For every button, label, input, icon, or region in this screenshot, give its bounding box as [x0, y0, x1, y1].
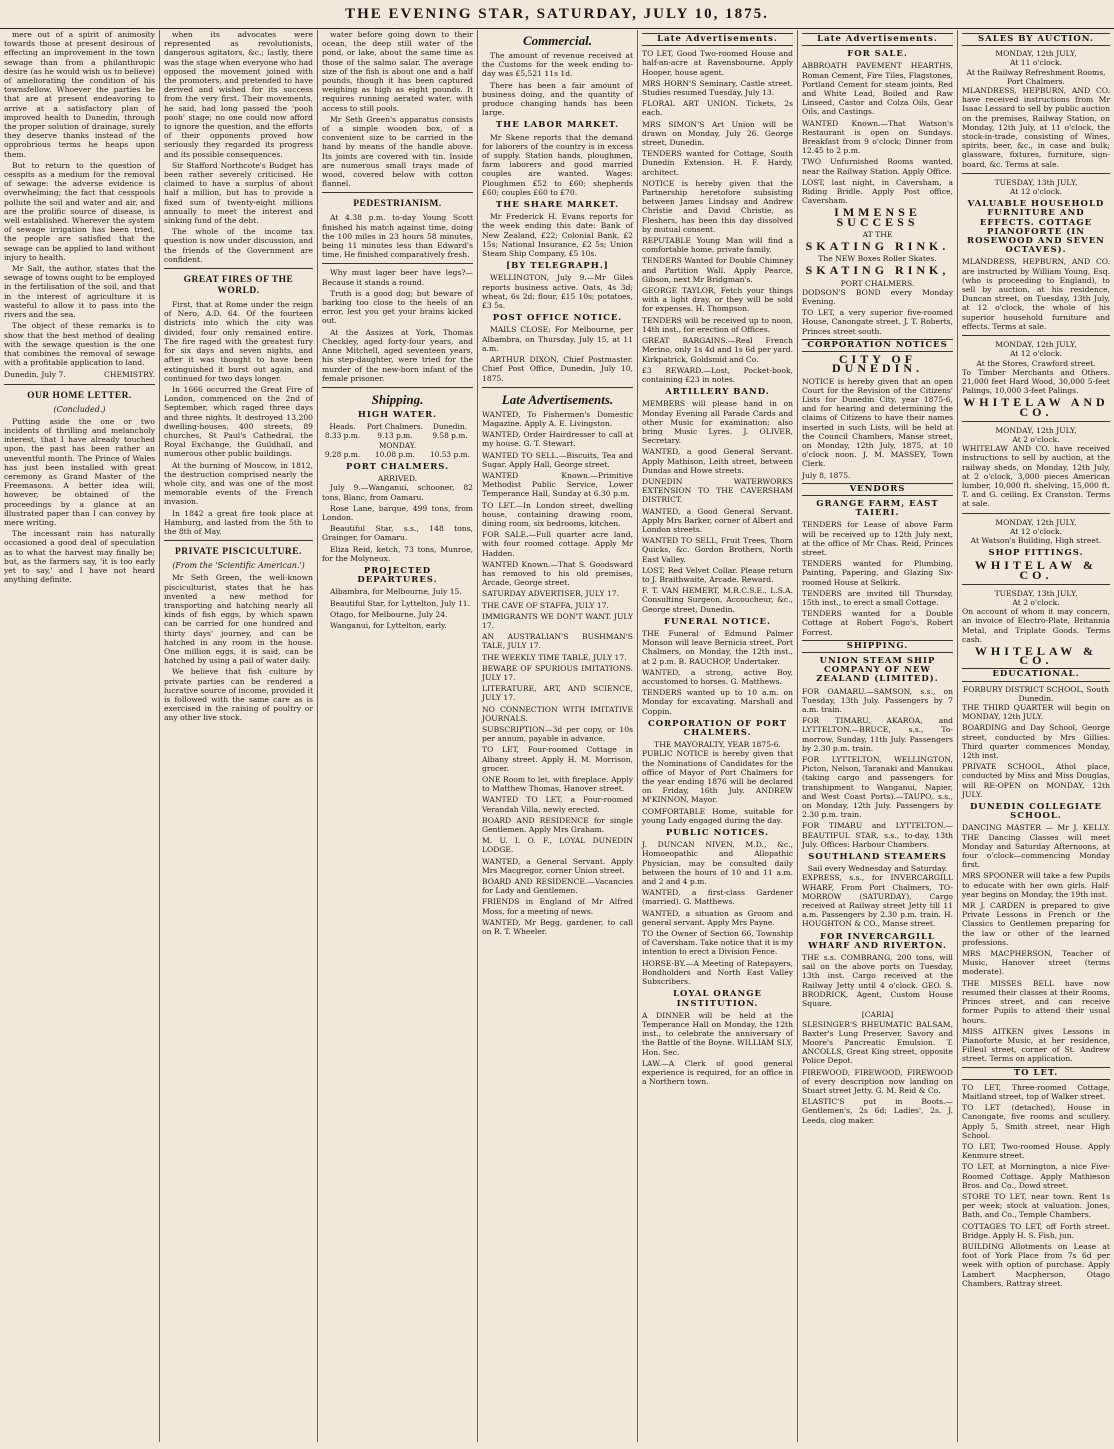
advertisement: WANTED, a situation as Groom and general servant. Apply Mrs Payne.	[642, 908, 793, 927]
advertisement: SUBSCRIPTION—3d per copy, or 10s per annum, payable in advance.	[482, 725, 633, 744]
advertisement: TO LET (detached), House in Canongate, five rooms and scullery. Apply 5, Smith street, near High School.	[962, 1103, 1110, 1140]
advertisement: MLANDRESS, HEPBURN, AND CO. are instructed by William Young, Esq. (who is proceeding to England), to sell by auction, at his residence, Duncan street, on Tuesday, 13th July, at 12 o'clock, the whole of his superior household furniture and effects. Terms at sale.	[962, 257, 1110, 331]
advertisement: WANTED Known.—That S. Goodsward has removed to his old premises, Arcade, George street.	[482, 559, 633, 588]
divider	[962, 335, 1110, 336]
departure-entry: Albambra, for Melbourne, July 15.	[330, 587, 462, 597]
advertisement: WANTED Known.—Primitive Methodist Public Service, Lower Temperance Hall, Sunday at 6.30 p.m.	[482, 470, 633, 499]
advertisement: PRIVATE SCHOOL, Athol place, conducted by Miss and Miss Douglas, will RE-OPEN on MONDAY, 12th JULY.	[962, 762, 1110, 799]
article-paragraph: There has been a fair amount of business doing, and the quantity of produce changing hands has been large.	[482, 80, 633, 118]
advertisement: LOST, last night, in Caversham, a Riding Bridle. Apply Post office, Caversham.	[802, 177, 953, 206]
tide-cell: 9.28 p.m.	[324, 449, 361, 459]
labor-market-heading: THE LABOR MARKET.	[495, 120, 620, 131]
post-office-heading: POST OFFICE NOTICE.	[492, 313, 623, 324]
divider	[962, 513, 1110, 514]
pisciculture-source: (From the 'Scientific American.')	[172, 561, 305, 571]
advertisement: TENDERS wanted for Plumbing, Painting, Papering, and Glazing Six-roomed House at Selkirk.	[802, 559, 953, 587]
advertisement: TO LET, Three-roomed Cottage, Maitland street, top of Walker street.	[962, 1082, 1110, 1101]
advertisement: BOARDING and Day School, George street, conducted by Mrs Gillies. Third quarter commences Monday, 12th inst.	[962, 723, 1110, 761]
advertisement: £3 REWARD.—Lost, Pocket-book, containing £23 in notes.	[642, 365, 793, 384]
article-paragraph: The whole of the income tax question is now under discussion, and the friends of the Government are confident.	[164, 227, 313, 264]
advertisement: BUILDING Allotments on Lease at foot of York Place from 7s 6d per week with option of purchase. Apply Lambert Macpherson, Otago Chambers, Rattray street.	[962, 1241, 1110, 1288]
article-paragraph: Mr Seth Green, the well-known pisciculturist, states that he has invented a new method for transporting and hatching nearly all kinds of fish eggs, by which spawn can be carried for one hundred and thirty days' journey, and can be hatched in any room in the house. One million eggs, it is said, can be hatched by using a pail of water daily.	[164, 573, 313, 666]
article-paragraph: mere out of a spirit of animosity towards those at present desirous of effecting an improvement in the town sewage than from a philanthropic desire (as he would wish us to believe) of ameliorating the condition of his townsfellow. Whoever the parties be that are at present endeavoring to arrive at a satisfactory plan of improved health to Dunedin, through the proper solution of drainage, surely they deserve thanks instead of the opprobrious terms he heaps upon them.	[4, 30, 155, 159]
at-the-label: AT THE	[862, 229, 893, 239]
advertisement: AN AUSTRALIAN'S BUSHMAN'S TALE, JULY 17.	[482, 632, 633, 651]
article-paragraph: MAILS CLOSE: For Melbourne, per Albambra, on Thursday, July 15, at 11 a.m.	[482, 325, 633, 353]
tide-cell: 9.13 p.m.	[377, 431, 413, 441]
advertisement: GREAT BARGAINS.—Real French Merino, only 1s 4d and 1s 6d per yard. Kirkpatrick, Goldsmid and Co.	[642, 336, 793, 364]
port-heading: PORT CHALMERS.	[345, 461, 450, 472]
home-letter-subhead: (Concluded.)	[53, 404, 106, 414]
advertisement: FOR LYTTELTON, WELLINGTON, Picton, Nelson, Taranaki and Manukau (taking cargo and passengers for transhipment to Wanganui, Napier, and West Coast Ports).—TAUPO, s.s., on Monday, 12th July. Passengers by 2.30 p.m. train.	[802, 755, 953, 820]
advertisement: M. U. I. O. F., LOYAL DUNEDIN LODGE.	[482, 836, 633, 855]
advertisement: FLORAL ART UNION. Tickets, 2s each.	[642, 99, 793, 118]
sale-time: At 12 o'clock.	[1009, 526, 1063, 536]
advertisement: MISS AITKEN gives Lessons in Pianoforte Music, at her residence, Filleul street, corner of St. Andrew street. Terms on application.	[962, 1026, 1110, 1064]
for-sale-heading: FOR SALE.	[847, 49, 908, 60]
auctioneer-name: WHITELAW & CO.	[974, 643, 1098, 668]
sale-location: At Watson's Building, High street.	[970, 535, 1102, 545]
mayoralty-heading: THE MAYORALTY, YEAR 1875-6.	[654, 740, 781, 750]
advertisement: TENDERS wanted for a Double Cottage at Robert Fogo's, Robert Forrest.	[802, 609, 953, 637]
tide-row	[322, 431, 473, 440]
advertisement: TO LET, at Mornington, a nice Five-Roomed Cottage. Apply Mathieson Bros. and Co., Dowd street.	[962, 1162, 1110, 1190]
advertisement: WHITELAW AND CO. have received instructions to sell by auction, at the railway sheds, on Monday, 12th July, at 2 o'clock, 3,000 pieces American lumber, 10,000 ft. shelving, 15,000 ft. T. and G. ceiling. Ex Cranston. Terms at sale.	[962, 444, 1110, 509]
article-paragraph: At 4.38 p.m. to-day Young Scott finished his match against time, doing the 100 miles in 23 hours 58 minutes, being 11 minutes less than Edward's time. He finished comparatively fresh.	[322, 213, 473, 260]
sale-date: TUESDAY, 13th JULY,	[994, 588, 1078, 598]
advertisement: PUBLIC NOTICE is hereby given that the Nominations of Candidates for the office of Mayor of Port Chalmers for the year ending 1876 will be declared on Friday, 16th July. ANDREW M'KINNON, Mayor.	[642, 749, 793, 805]
column-4	[478, 30, 638, 1442]
advertisement: GEORGE TAYLOR, Fetch your things with a light dray, or they will be sold for expenses. H. Thompson.	[642, 286, 793, 314]
advertisement: MEMBERS will please hand in on Monday Evening all Parade Cards and other Music for examination; also bring Music Lyres. J. OLIVER, Secretary.	[642, 399, 793, 446]
southland-heading: SOUTHLAND STEAMERS	[808, 852, 947, 863]
great-fires-headline: GREAT FIRES OF THE WORLD.	[183, 275, 294, 297]
advertisement: TO LET, Two-roomed House. Apply Kenmure street.	[962, 1141, 1110, 1161]
advertisement: WANTED, To Fishermen's Domestic Magazine. Apply A. E. Livingston.	[482, 409, 633, 428]
advertisement: WANTED Known.—That Watson's Restaurant is open on Sundays. Breakfast from 9 o'clock; Dinner from 12.45 to 2 p.m.	[802, 118, 953, 156]
caria-label: [CARIA]	[861, 1010, 894, 1020]
advertisement: BOARD AND RESIDENCE.—Vacancies for Lady and Gentlemen.	[482, 877, 633, 896]
advertisement: TO LET, Good Two-roomed House and half-an-acre at Ravensbourne. Apply Hooper, house agent.	[642, 49, 793, 77]
advertisement: MRS SPOONER will take a few Pupils to educate with her own girls. Half-year begins on Monday, the 19th inst.	[962, 871, 1110, 899]
divider	[322, 192, 473, 193]
advertisement: THE MISSES BELL have now resumed their classes at their Rooms, Princes street, and can receive former Pupils to attend their usual hours.	[962, 978, 1110, 1025]
school-name: FORBURY DISTRICT SCHOOL, South Dunedin.	[962, 684, 1110, 703]
advertisement: TENDERS are invited till Thursday, 15th inst., to erect a small Cottage.	[802, 588, 953, 607]
commercial-heading: Commercial.	[523, 33, 592, 48]
advertisement: ELASTIC'S put in Boots.—Gentlemen's, 2s 6d; Ladies', 2s. J. Leeds, clog maker.	[802, 1097, 953, 1125]
southland-sub: Sail every Wednesday and Saturday.	[807, 864, 948, 874]
column-3	[318, 30, 478, 1442]
sale-time: At 12 o'clock.	[1009, 349, 1063, 359]
advertisement: NOTICE is hereby given that an open Court for the Revision of the Citizens' Lists for Dunedin City, year 1875-6, and for hearing and determining the claims of Citizens to have their names inserted in such Lists, will be held at the Council Chambers, Manse street, on Monday, 12th July, 1875, at 10 o'clock noon. J. M. MASSEY, Town Clerk.	[802, 376, 953, 469]
pisciculture-headline: PRIVATE PISCICULTURE.	[175, 547, 302, 558]
advertisement: DANCING MASTER — Mr J. KELLY. THE Dancing Classes will meet Monday and Saturday Afternoons, at four o'clock—commencing Monday first.	[962, 823, 1110, 870]
home-letter-headline: OUR HOME LETTER.	[27, 390, 132, 401]
port-chalmers-label: PORT CHALMERS.	[840, 278, 915, 288]
auctioneer-name: WHITELAW & CO.	[974, 558, 1098, 582]
shop-fittings-heading: SHOP FITTINGS.	[988, 548, 1084, 559]
advertisement: WANTED TO SELL.—Biscuits, Tea and Sugar. Apply Hall, George street.	[482, 450, 633, 469]
tide-header-cell: Heads.	[329, 422, 356, 432]
advertisement: COMFORTABLE Home, suitable for young Lady engaged during the day.	[642, 806, 793, 825]
article-paragraph: Why must lager beer have legs?—Because it stands a round.	[322, 268, 473, 287]
divider	[482, 387, 633, 388]
sale-date: TUESDAY, 13th JULY,	[994, 177, 1078, 187]
advertisement: THE THIRD QUARTER will begin on MONDAY, 12th JULY.	[962, 703, 1110, 722]
advertisement: WANTED, a General Servant. Apply Mrs Macgregor, corner Union street.	[482, 856, 633, 875]
advertisement: TO LET, Four-roomed Cottage in Albany street. Apply H. M. Morrison, grocer.	[482, 745, 633, 773]
sale-date: MONDAY, 12th JULY,	[995, 340, 1077, 350]
vendors-banner: VENDORS	[802, 483, 953, 496]
sale-date: MONDAY, 12th JULY,	[995, 425, 1077, 435]
tide-header-row	[322, 422, 473, 431]
advertisement: FOR SALE.—Full quarter acre land, with four roomed cottage. Apply Mr Hadden.	[482, 530, 633, 558]
advertisement: To Timber Merchants and Others. 21,000 feet Hard Wood, 30,000 5-feet Palings, 10,000 3-feet Palings.	[962, 367, 1110, 396]
advertisement: WANTED, Mr Begg, gardener, to call on R. T. Wheeler.	[482, 917, 633, 937]
departure-entry: Otago, for Melbourne, July 24.	[330, 609, 448, 619]
article-paragraph: Mr Frederick H. Evans reports for the week ending this date: Bank of New Zealand, £22; Colonial Bank, £2 15s; National Insurance, £2 5s; Union Steam Ship Company, £5 10s.	[482, 212, 633, 259]
column-2	[160, 30, 318, 1442]
column-1	[0, 30, 160, 1442]
tide-cell: 10.08 p.m.	[374, 449, 415, 459]
article-paragraph: Mr Seth Green's apparatus consists of a simple wooden box, of a convenient size to be carried in the hand by means of the handle above. Its joints are covered with tin. Inside are numerous small trays made of wood, covered below with cotton flannel.	[322, 114, 473, 189]
advertisement: LAW.—A Clerk of good general experience is required, for an office in a Northern town.	[642, 1058, 793, 1087]
article-paragraph: In 1842 a great fire took place at Hamburg, and lasted from the 5th to the 8th of May.	[164, 508, 313, 536]
tide-header-cell: Dunedin.	[432, 422, 467, 432]
article-paragraph: The amount of revenue received at the Customs for the week ending to-day was £5,521 11s 1d.	[482, 51, 633, 79]
advertisement: On account of whom it may concern, an invoice of Electro-Plate, Britannia Metal, and Triplate Goods. Terms cash.	[962, 607, 1110, 644]
late-ads-banner: Late Advertisements.	[802, 33, 953, 46]
advertisement: SLESINGER'S RHEUMATIC BALSAM, Baxter's Lung Preserver, Savory and Moore's Pancreatic Emulsion. T. ANCOLLS, Great King street, opposite Police Depot.	[802, 1019, 953, 1066]
article-paragraph: But to return to the question of cesspits as a medium for the removal of sewage: the adverse evidence is overwhelming; the fact that cesspools pollute the soil and water and air, and are the prolific source of disease, is well established. Wherever the system of sewage irrigation has been tried, the people are satisfied that the sewage can be applied to land without injury to health.	[4, 160, 155, 262]
article-paragraph: In 1666 occurred the Great Fire of London, commenced on the 2nd of September, which raged three days and three nights. It destroyed 13,200 dwelling-houses, 400 streets, 89 churches, St Paul's Cathedral, the Royal Exchange, the Guildhall, and numerous other public buildings.	[164, 384, 313, 459]
advertisement: MRS SIMON'S Art Union will be drawn on Monday, July 26. George street, Dunedin.	[642, 119, 793, 148]
funeral-notice-heading: FUNERAL NOTICE.	[664, 616, 771, 627]
advertisement: WANTED, a first-class Gardener (married). G. Matthews.	[642, 888, 793, 907]
advertisement: MRS MACPHERSON, Teacher of Music, Hanover street (terms moderate).	[962, 949, 1110, 977]
tide-table	[322, 422, 473, 459]
sale-heading: VALUABLE HOUSEHOLD FURNITURE AND EFFECTS. COTTAGE PIANOFORTE (IN ROSEWOOD AND SEVEN OCTAVES).	[967, 199, 1105, 256]
divider	[962, 421, 1110, 422]
advertisement: THE WEEKLY TIME TABLE, JULY 17.	[482, 652, 627, 662]
divider	[4, 384, 155, 385]
advertisement: F. T. VAN HEMERT, M.R.C.S.E., L.S.A. Consulting Surgeon, Accoucheur, &c., George street, Dunedin.	[642, 586, 793, 614]
advertisement: BOARD AND RESIDENCE for single Gentlemen. Apply Mrs Graham.	[482, 815, 633, 835]
orange-institution-heading: LOYAL ORANGE INSTITUTION.	[672, 989, 762, 1009]
divider	[962, 584, 1110, 585]
advertisement: EXPRESS, s.s., for INVERCARGILL WHARF, From Port Chalmers, TO-MORROW (SATURDAY), Cargo received at Railway street Jetty till 11 a.m. Passengers by 2.30 p.m. train. H. HOUGHTON & CO., Manse street.	[802, 873, 953, 929]
article-paragraph: At the burning of Moscow, in 1812, the destruction comprised nearly the whole city, and was one of the most memorable events of the French invasion.	[164, 460, 313, 507]
tide-day-label: MONDAY.	[378, 440, 417, 450]
advertisement: WANTED, Order Hairdresser to call at my house. G. T. Stewart.	[482, 430, 633, 449]
advertisement: THE s.s. COMBRANG, 200 tons, will sail on the above ports on Tuesday, 13th inst. Cargo received at the Railway Jetty until 4 o'clock. GEO. S. BRODRICK, Agent, Custom House Square.	[802, 953, 953, 1009]
skating-rink-2-heading: SKATING RINK,	[805, 263, 950, 278]
advertisement: TENDERS Wanted for Double Chimney and Partition Wall. Apply Pearce, Gibson, next Mr Bridgman's.	[642, 256, 793, 284]
corporation-heading: CORPORATION OF PORT CHALMERS.	[647, 718, 788, 739]
advertisement: TO the Owner of Section 66, Township of Caversham. Take notice that it is my intention to erect a Division Fence.	[642, 929, 793, 957]
letter-signature: CHEMISTRY.	[104, 370, 155, 380]
article-paragraph: At the Assizes at York, Thomas Checkley, aged forty-four years, and Anne Mitchell, aged seventeen years, his step-daughter, were tried for the murder of the new-born infant of the female prisoner.	[322, 327, 473, 383]
advertisement: NO CONNECTION WITH IMITATIVE JOURNALS.	[482, 704, 633, 723]
advertisement: FOR OAMARU.—SAMSON, s.s., on Tuesday, 13th July. Passengers by 7 a.m. train.	[802, 686, 953, 714]
shipping-entry: Beautiful Star, s.s., 148 tons, Grainger, for Oamaru.	[322, 524, 473, 543]
tide-row	[322, 450, 473, 459]
article-paragraph: Truth is a good dog; but beware of barking too close to the heels of an error, lest you get your brains kicked out.	[322, 288, 473, 326]
advertisement: TENDERS will be received up to noon, 14th inst., for erection of Offices.	[642, 315, 793, 334]
shipping-entry: Rose Lane, barque, 499 tons, from London.	[322, 503, 473, 522]
article-paragraph: Mr Salt, the author, states that the sewage of towns ought to be employed in the fertilisation of the soil, and that in the interest of agriculture it is wasteful to allow it to pass into the rivers and the sea.	[4, 264, 155, 320]
advertisement: DUNEDIN WATERWORKS EXTENSION TO THE CAVERSHAM DISTRICT.	[642, 476, 793, 505]
auctioneer-name: WHITELAW AND CO.	[963, 395, 1109, 419]
grange-farm-heading: GRANGE FARM, EAST TAIERI.	[816, 498, 939, 519]
sale-date: MONDAY, 12th JULY,	[995, 49, 1077, 59]
public-notices-heading: PUBLIC NOTICES.	[665, 828, 770, 839]
late-ads-heading: Late Advertisements.	[501, 391, 614, 407]
advertisement: TWO Unfurnished Rooms wanted, near the Railway Station. Apply Office.	[802, 157, 953, 176]
high-water-heading: HIGH WATER.	[357, 409, 438, 420]
divider	[322, 263, 473, 264]
sale-location: At the Railway Refreshment Rooms, Port Chalmers.	[966, 67, 1106, 86]
roller-skates-line: The NEW Boxes Roller Skates.	[818, 254, 937, 264]
advertisement: J. DUNCAN NIVEN, M.D., &c., Homoeopathic and Allopathic Physician, may be consulted daily between the hours of 10 and 11 a.m. and 2 and 4 p.m.	[642, 840, 793, 887]
advertisement: MRS HORN'S Seminary, Castle street. Studies resumed Tuesday, July 13.	[642, 78, 793, 98]
sale-time: At 11 o'clock.	[1009, 58, 1063, 68]
article-paragraph: The object of these remarks is to show that the best method of dealing with the sewage question is the one that combines the removal of sewage with a profitable application to land.	[4, 321, 155, 368]
advertisement: WANTED TO LET, a Four-roomed Verandah Villa, newly erected.	[482, 795, 633, 814]
tide-cell: 10.53 p.m.	[429, 449, 470, 459]
divider	[322, 387, 473, 388]
article-paragraph: We believe that fish culture by private parties can be rendered a lucrative source of income, provided it is followed with the same care as is exercised in the raising of poultry or any other live stock.	[164, 667, 313, 723]
artillery-band-heading: ARTILLERY BAND.	[665, 387, 770, 398]
pedestrianism-headline: PEDESTRIANISM.	[353, 199, 442, 210]
sale-date: MONDAY, 12th JULY,	[995, 517, 1077, 527]
advertisement: STORE TO LET, near town. Rent 1s per week; stock at valuation. Jones, Bath, and Co., Temple Chambers.	[962, 1191, 1110, 1220]
advertisement: FRIENDS in England of Mr Alfred Moss, for a meeting of news.	[482, 897, 633, 916]
advertisement: FIREWOOD, FIREWOOD, FIREWOOD of every description now landing on Stuart street Jetty. G. M. Reid & Co.	[802, 1067, 953, 1095]
masthead: THE EVENING STAR, SATURDAY, JULY 10, 1875.	[0, 0, 1114, 29]
union-steam-heading: UNION STEAM SHIP COMPANY OF NEW ZEALAND (LIMITED).	[816, 655, 939, 685]
article-paragraph: ARTHUR DIXON, Chief Postmaster. Chief Post Office, Dunedin, July 10, 1875.	[482, 355, 633, 383]
share-market-heading: THE SHARE MARKET.	[495, 200, 620, 211]
advertisement: WANTED, a good General Servant. Apply Mathison, Leith street, between Dundas and Howe streets.	[642, 447, 793, 475]
collegiate-heading: DUNEDIN COLLEGIATE SCHOOL.	[970, 802, 1102, 822]
tide-day-row	[322, 441, 473, 450]
advertisement: TO LET, a very superior five-roomed House, Canongate street. J. T. Roberts, Princes street south.	[802, 308, 953, 336]
advertisement: COTTAGES TO LET, off Forth street. Bridge. Apply H. S. Fish, jun.	[962, 1221, 1110, 1240]
column-5	[638, 30, 798, 1442]
advertisement: WANTED, a strong, active Boy, accustomed to horses. G. Matthews.	[642, 667, 793, 686]
tide-header-cell: Port Chalmers.	[366, 422, 424, 432]
advertisement: IMMIGRANTS WE DON'T WANT. JULY 17.	[482, 611, 633, 630]
sale-time: At 12 o'clock.	[1009, 187, 1063, 197]
advertisement: TO LET.—In London street, dwelling house, containing drawing room, dining room, six bedrooms, kitchen.	[482, 500, 633, 528]
sale-time: At 2 o'clock.	[1012, 434, 1060, 444]
advertisement: A DINNER will be held at the Temperance Hall on Monday, the 12th inst., to celebrate the anniversary of the Battle of the Boyne. WILLIAM SLY, Hon. Sec.	[642, 1010, 793, 1057]
city-of-dunedin-heading: CITY OF DUNEDIN.	[831, 352, 923, 376]
advertisement: SATURDAY ADVERTISER, JULY 17.	[482, 589, 620, 599]
advertisement: TENDERS wanted up to 10 a.m. on Monday for excavating. Marshall and Coppin.	[642, 688, 793, 716]
divider	[164, 268, 313, 269]
auction-banner: SALES BY AUCTION.	[962, 33, 1110, 46]
article-paragraph: Sir Stafford Northcote's Budget has been rather severely criticised. He claimed to have a surplus of about half a million, but has to provide a fixed sum of twenty-eight millions annually to meet the interest and sinking fund of the debt.	[164, 160, 313, 226]
letter-date: Dunedin, July 7.	[4, 370, 66, 380]
article-paragraph: water before going down to their ocean, the deep still water of the pond, or lake, about the same time as those of the salmo salar. The average size of the fish is about one and a half pounds, though it has been captured weighing as high as eight pounds. It requires running aerated water, with access to still pools.	[322, 30, 473, 113]
notice-date: July 8, 1875.	[802, 470, 851, 480]
advertisement: WANTED TO SELL, Fruit Trees, Thorn Quicks, &c. Gordon Brothers, North East Valley.	[642, 536, 793, 564]
shipping-entry: July 9.—Wanganui, schooner, 82 tons, Blanc, from Oamaru.	[322, 483, 473, 502]
advertisement: ONE Room to let, with fireplace. Apply to Matthew Thomas, Hanover street.	[482, 775, 633, 794]
corporation-notices-banner: CORPORATION NOTICES	[802, 339, 953, 352]
advertisement: TENDERS for Lease of above Farm will be received up to 12th July next, at the office of Mr Chas. Reid, Princes street.	[802, 520, 953, 557]
educational-banner: EDUCATIONAL.	[962, 668, 1110, 681]
article-paragraph: First, that at Rome under the reign of Nero, A.D. 64. Of the fourteen districts into which the city was divided, four only remained entire. The fire raged with the greatest fury for six days and seven nights, and after it was thought to have been extinguished it burst out again, and continued for two days longer.	[164, 300, 313, 383]
shipping-entry: Eliza Reid, ketch, 73 tons, Munroe, for the Molyneux.	[322, 544, 473, 563]
advertisement: TENDERS wanted for Cottage, South Dunedin Extension. H. F. Hardy, architect.	[642, 149, 793, 177]
advertisement: NOTICE is hereby given that the Partnership heretofore subsisting between James Lindsay and Andrew Christie and David Christie, as Fleshers, has been this day dissolved by mutual consent.	[642, 178, 793, 234]
advertisement: WANTED, a Good General Servant. Apply Mrs Barker, corner of Albert and London streets.	[642, 506, 793, 534]
divider	[962, 173, 1110, 174]
sale-location: At the Stores, Crawford street.	[976, 358, 1096, 368]
article-paragraph: WELLINGTON, July 9.—Mr Giles reports business active. Oats, 4s 3d; wheat, 6s 2d; flour, £15 10s; potatoes, £3 5s.	[482, 273, 633, 311]
advertisement: MLANDRESS, HEPBURN, AND CO. have received instructions from Mr Isaac Lessard to sell by public auction on the premises, Railway Station, on Monday, 12th July, at 11 o'clock, the stock-in-trade, consisting of Wines, spirits, beer, &c., in case and bulk; glassware, fixtures, furniture, sign-board, &c. Terms at sale.	[962, 86, 1110, 169]
advertisement: THE Funeral of Edmund Palmer Monson will leave Bernicia street, Port Chalmers, on Monday, the 12th inst., at 2 p.m. B. RAUCHOP, Undertaker.	[642, 628, 793, 666]
advertisement: THE CAVE OF STAFFA, JULY 17.	[482, 600, 609, 610]
advertisement: FOR TIMARU, AKAROA, and LYTTELTON.—BRUCE, s.s., To-morrow, Sunday, 11th July. Passengers by 2.30 p.m. train.	[802, 716, 953, 753]
advertisement: REPUTABLE Young Man will find a comfortable home, private family.	[642, 236, 793, 255]
advertisement: ABBROATH PAVEMENT HEARTHS, Roman Cement, Fire Tiles, Flagstones, Portland Cement for steam joints, Red and White Lead, Boiled and Raw Linseed, Castor and Colza Oils, Gear Oils, and Castings.	[802, 61, 953, 117]
telegraph-heading: [BY TELEGRAPH.]	[506, 261, 609, 272]
tide-cell: 8.33 p.m.	[324, 431, 361, 441]
riverton-heading: FOR INVERCARGILL WHARF AND RIVERTON.	[808, 931, 947, 951]
advertisement: FOR TIMARU and LYTTELTON.—BEAUTIFUL STAR, s.s., to-day, 13th July. Offices: Harbour Chambers.	[802, 821, 953, 849]
tide-cell: 9.58 p.m.	[432, 431, 468, 441]
column-6	[798, 30, 958, 1442]
advertisement: DODSON'S BOND every Monday Evening.	[802, 287, 953, 307]
column-7	[958, 30, 1114, 1442]
late-ads-banner: Late Advertisements.	[642, 33, 793, 46]
arrived-label: ARRIVED.	[377, 474, 418, 484]
divider	[164, 540, 313, 541]
article-paragraph: when its advocates were represented as revolutionists, dangerous agitators, &c.; lastly, there was the stage when everyone who had opposed the movement joined with the promoters, and pretended to have derived and wished for its success from the very first. Their movements, he said, had long passed the 'pooh pooh' stage; no one could now afford to ignore the question, and the efforts of their opponents proved how seriously they regarded its progress and its possible consequences.	[164, 30, 313, 159]
skating-rink-heading: SKATING RINK.	[805, 239, 950, 254]
article-paragraph: Putting aside the one or two incidents of thrilling and melancholy interest, that I have already touched upon, the past has been rather an uneventful month. The Prince of Wales has just been installed with great ceremony as Grand Master of the Freemasons. A better idea will, however, be obtained of the proceedings by a glance at an illustrated paper than I can convey by mere writing.	[4, 416, 155, 527]
immense-success-heading: IMMENSE SUCCESS	[834, 205, 921, 229]
shipping-heading: Shipping.	[371, 391, 424, 407]
departure-entry: Beautiful Star, for Lyttelton, July 11.	[330, 598, 471, 608]
departures-heading: PROJECTED DEPARTURES.	[357, 565, 438, 586]
article-paragraph: The incessant rain has naturally occasioned a good deal of speculation as to what the harvest may finally be; but, as the farmers say, 'it is too early yet to say,' and I have not heard anything definite.	[4, 529, 155, 585]
to-let-banner: TO LET.	[962, 1067, 1110, 1080]
advertisement: BEWARE OF SPURIOUS IMITATIONS. JULY 17.	[482, 663, 633, 682]
advertisement: HORSE-BY.—A Meeting of Ratepayers, Bondholders and North East Valley Subscribers.	[642, 958, 793, 987]
shipping-banner: SHIPPING.	[802, 640, 953, 653]
advertisement: LITERATURE, ART, AND SCIENCE, JULY 17.	[482, 684, 633, 703]
departure-entry: Wanganui, for Lyttelton, early.	[330, 620, 447, 630]
advertisement: MR J. CARDEN is prepared to give Private Lessons in French or the Classics to Gentlemen preparing for the law or other of the learned professions.	[962, 901, 1110, 947]
advertisement: LOST, Red Velvet Collar. Please return to J. Braithwaite, Arcade. Reward.	[642, 565, 793, 584]
sale-time: At 2 o'clock.	[1012, 597, 1060, 607]
article-paragraph: Mr Skene reports that the demand for laborers of the country is in excess of supply. Station hands, ploughmen, farm laborers and good married couples are wanted. Wages: Ploughmen £52 to £60; shepherds £60; couples £60 to £70.	[482, 132, 633, 197]
